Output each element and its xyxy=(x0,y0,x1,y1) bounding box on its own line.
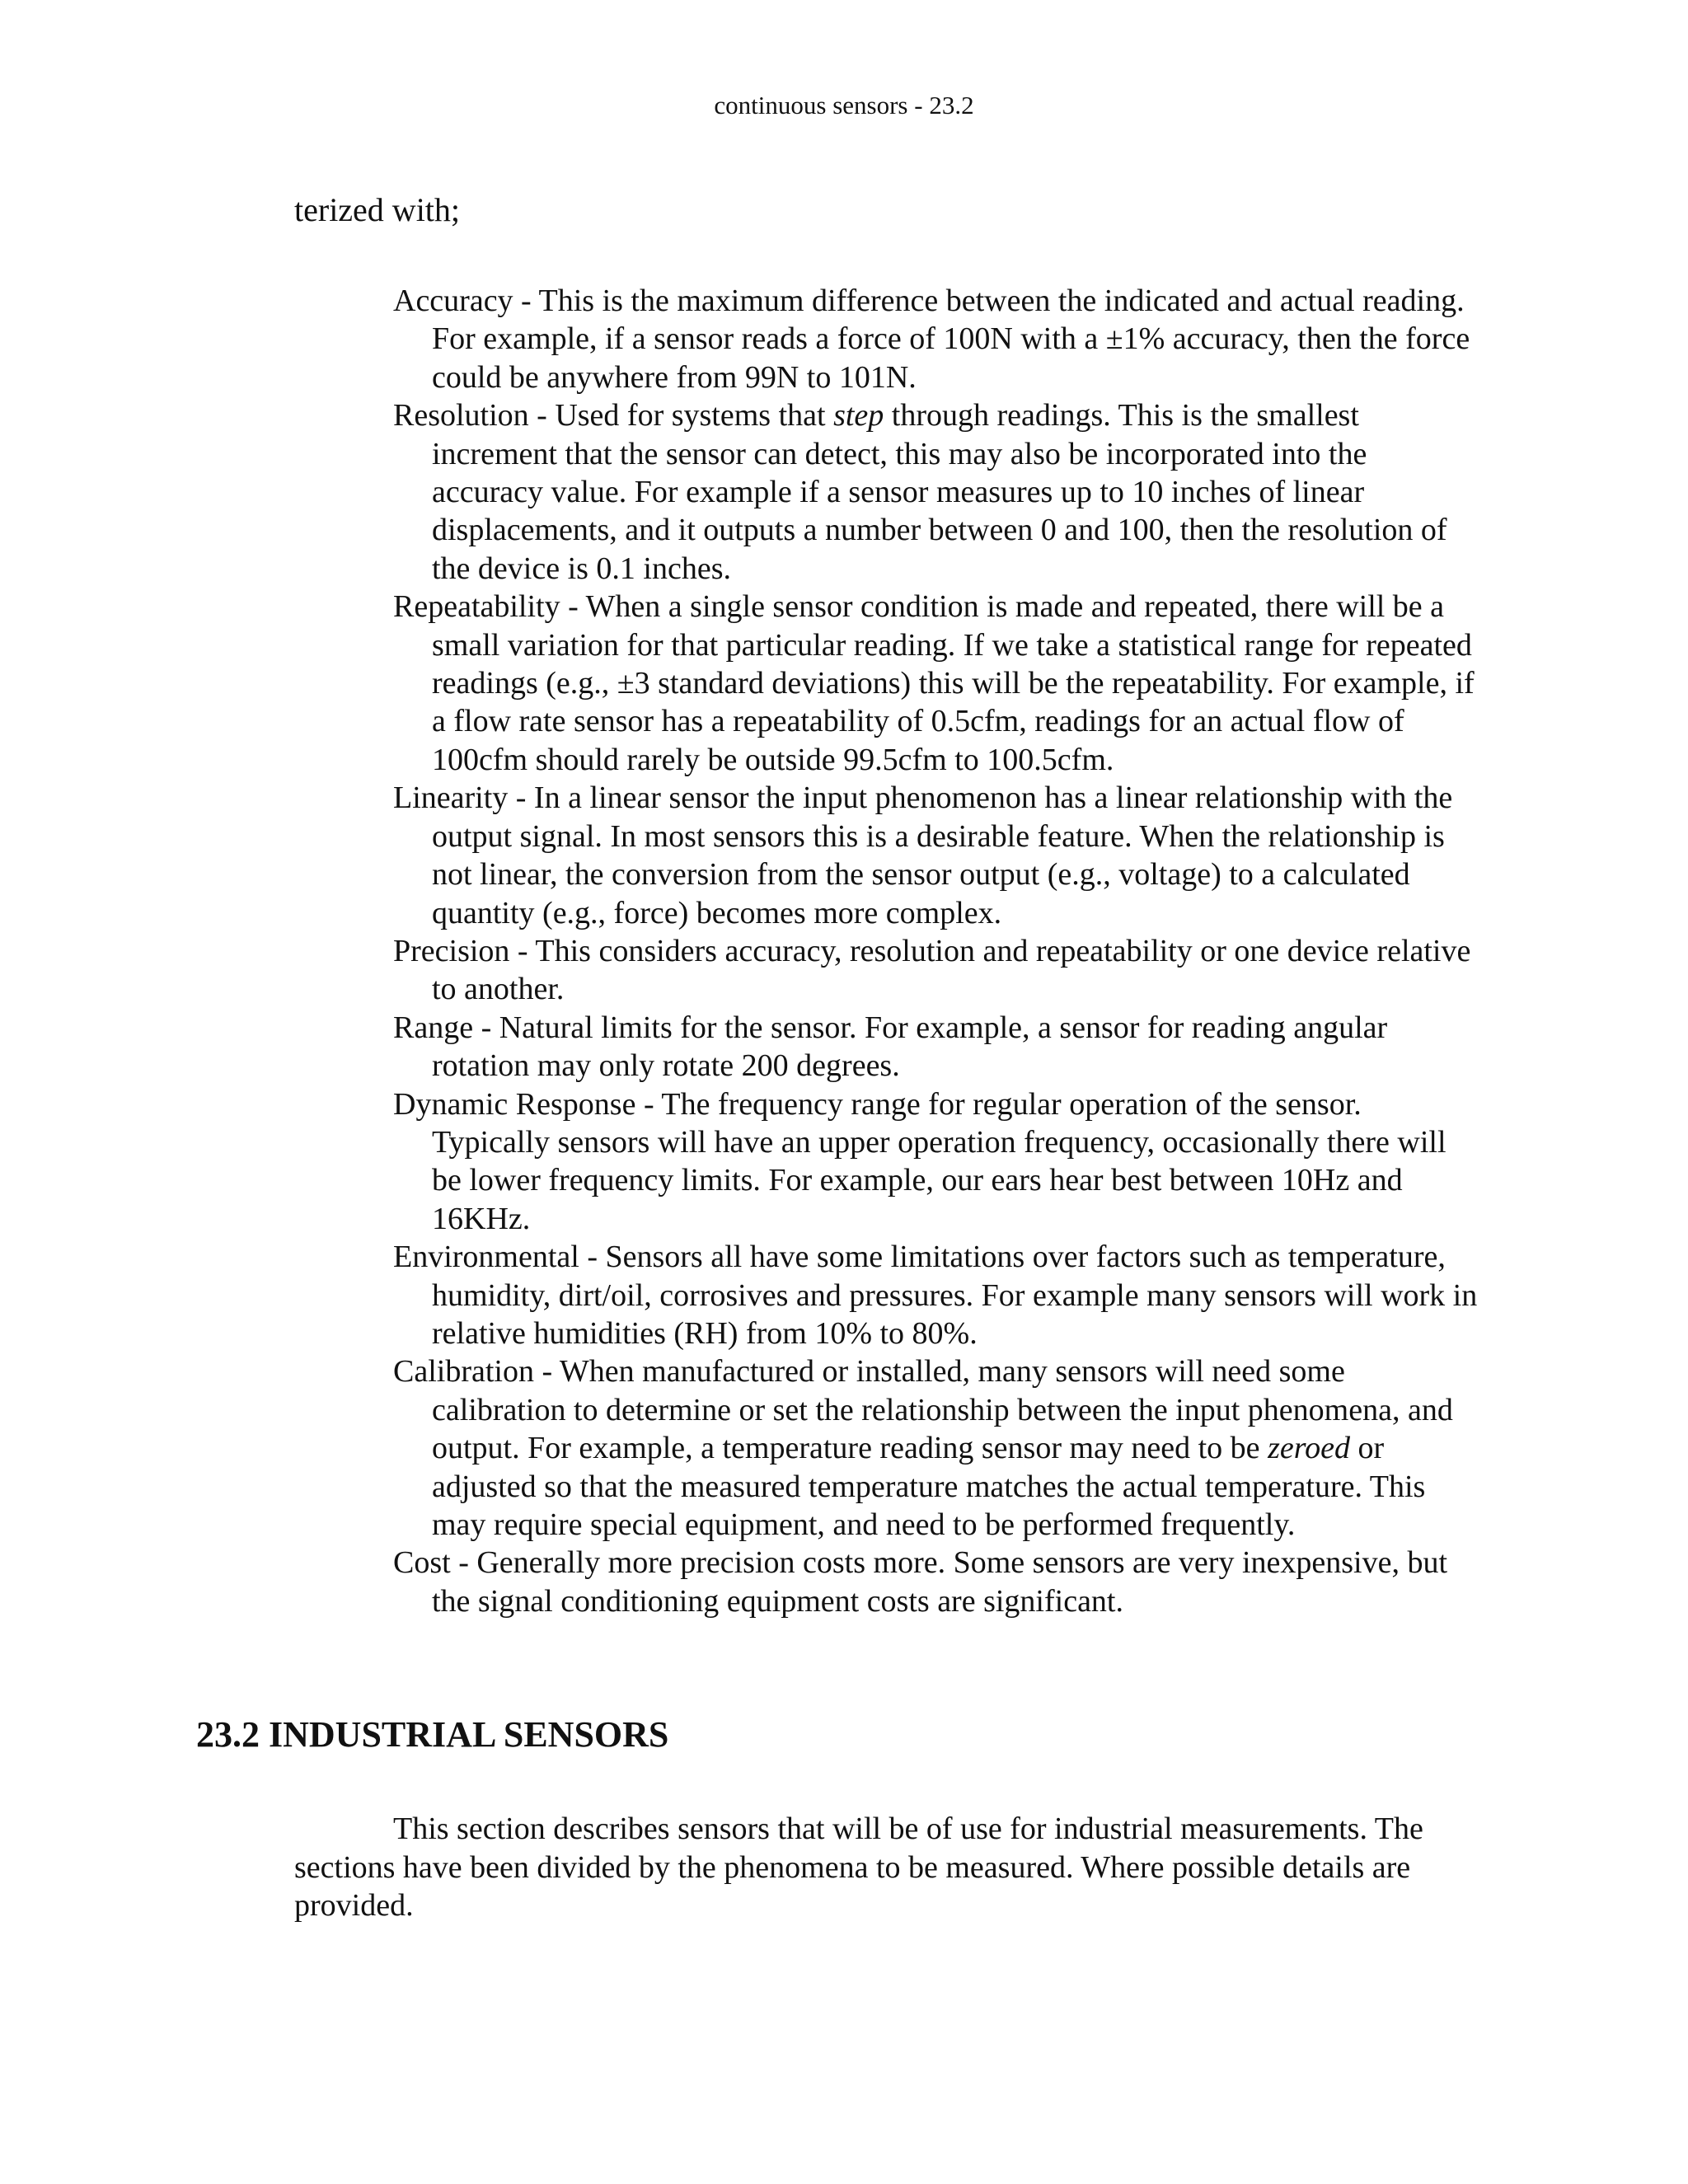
term-text: Repeatability - When a single sensor condition is made and repeated, there will be a small variation for that particular reading. If we take a statistical range for repeated readings (e.g., ±3 standard deviations) this will be the repeatability. For example, if a flow rate sensor has a repeatability of 0.5cfm, readings for an actual flow of 100cfm should rarely be outside 99.5cfm to 100.5cfm. xyxy=(393,589,1475,777)
term-text-continued: or adjusted so that the measured temperature matches the actual temperature. This may require special equipment, and need to be performed frequently. xyxy=(432,1431,1426,1542)
term-item-dynamic-response xyxy=(393,1085,1481,1239)
term-text: Range - Natural limits for the sensor. For example, a sensor for reading angular rotation may only rotate 200 degrees. xyxy=(393,1010,1388,1084)
term-text: Environmental - Sensors all have some limitations over factors such as temperature, humidity, dirt/oil, corrosives and pressures. For example many sensors will work in relative humidities (RH) from 10% to 80%. xyxy=(393,1240,1478,1351)
term-item-linearity xyxy=(393,779,1481,932)
term-text-continued: through readings. This is the smallest increment that the sensor can detect, this may also be incorporated into the accuracy value. For example if a sensor measures up to 10 inches of linear displacements, and it outputs a number between 0 and 100, then the resolution of the device is 0.1 inches. xyxy=(432,398,1447,586)
term-item-precision xyxy=(393,932,1481,1009)
term-item-cost xyxy=(393,1544,1481,1620)
term-item-calibration xyxy=(393,1352,1481,1544)
term-item-accuracy xyxy=(393,282,1481,396)
term-text: Dynamic Response - The frequency range for regular operation of the sensor. Typically sensors will have an upper operation frequency, occasionally there will be lower frequency limits. For example, our ears hear best between 10Hz and 16KHz. xyxy=(393,1086,1447,1236)
section-heading: 23.2 INDUSTRIAL SENSORS xyxy=(196,1714,669,1755)
term-text: Cost - Generally more precision costs more. Some sensors are very inexpensive, but the signal conditioning equipment costs are significant. xyxy=(393,1545,1448,1619)
term-item-resolution xyxy=(393,396,1481,588)
term-emphasis: step xyxy=(833,398,884,434)
term-emphasis: zeroed xyxy=(1268,1431,1350,1466)
term-list xyxy=(393,282,1481,1620)
running-header: continuous sensors - 23.2 xyxy=(714,91,974,120)
term-text: Accuracy - This is the maximum difference between the indicated and actual reading. For example, if a sensor reads a force of 100N with a ±1% accuracy, then the force could be anywhere from 99N to 101N. xyxy=(393,284,1470,395)
lead-text: terized with; xyxy=(294,191,461,228)
term-text: Calibration - When manufactured or installed, many sensors will need some calibration to determine or set the relationship between the input phenomena, and output. For example, a temperature reading sensor may need to be xyxy=(393,1354,1453,1466)
term-item-range xyxy=(393,1009,1481,1085)
term-text: Linearity - In a linear sensor the input phenomenon has a linear relationship with the output signal. In most sensors this is a desirable feature. When the relationship is not linear, the conversion from the sensor output (e.g., voltage) to a calculated quantity (e.g., force) becomes more complex. xyxy=(393,780,1453,930)
term-item-repeatability xyxy=(393,588,1481,779)
term-text: Precision - This considers accuracy, resolution and repeatability or one device relative to another. xyxy=(393,933,1471,1007)
section-body-paragraph: This section describes sensors that will be of use for industrial measurements. The sections have been divided by the phenomena to be measured. Where possible details are provided. xyxy=(294,1811,1423,1923)
term-text: Resolution - Used for systems that xyxy=(393,398,834,434)
term-item-environmental xyxy=(393,1238,1481,1352)
